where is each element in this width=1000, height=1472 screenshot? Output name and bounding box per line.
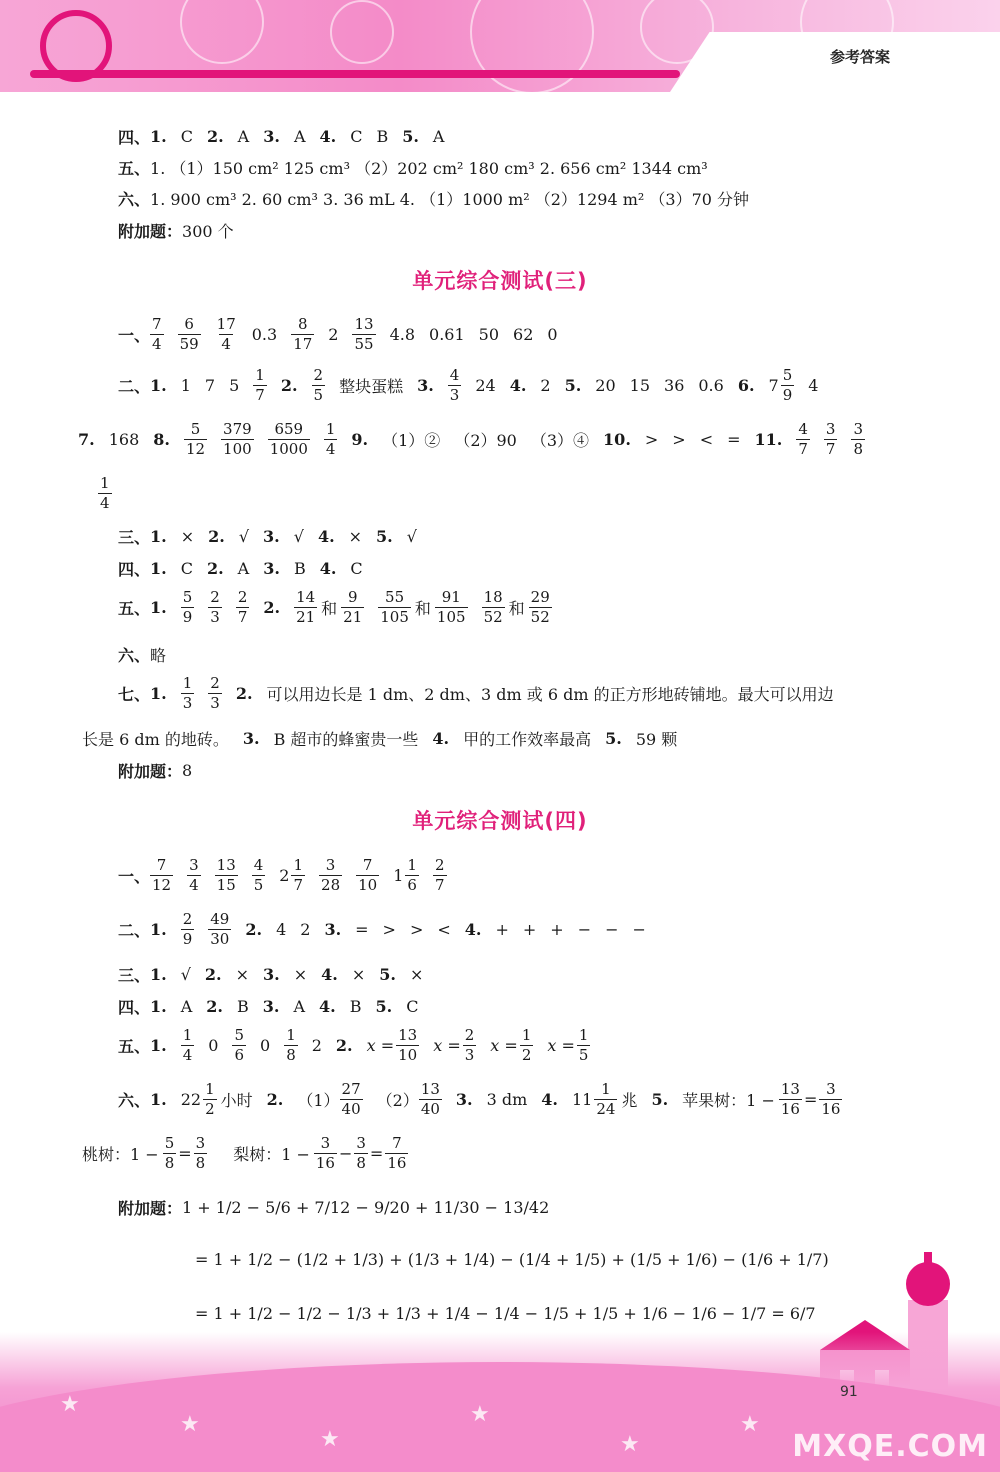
fraction: $\frac{17}{4}$ — [216, 315, 236, 353]
answer-item: 1 — [180, 376, 191, 395]
equation-text: 1 + 1/2 − 5/6 + 7/12 − 9/20 + 11/30 − 13/42 — [182, 1198, 550, 1217]
answer-text: 59 颗 — [635, 730, 678, 749]
answer-number: 3. — [263, 527, 280, 546]
answer-item: = — [727, 430, 741, 449]
answer-item: = — [803, 1090, 818, 1109]
answer-item: B — [293, 559, 306, 578]
answer-item: 和 — [508, 599, 525, 618]
fraction: $\frac{3}{16}$ — [315, 1134, 335, 1172]
star-icon: ★ — [620, 1432, 640, 1457]
answer-text: B 超市的蜂蜜贵一些 — [273, 730, 419, 749]
fraction: $\frac{2}{3}$ — [210, 674, 220, 712]
answer-number: 4. — [319, 559, 337, 578]
answer-item: 0 — [208, 1036, 219, 1055]
section-title: 单元综合测试(三) — [412, 269, 588, 293]
answer-item: − — [577, 920, 592, 939]
fraction: $\frac{3}{8}$ — [195, 1134, 206, 1172]
answer-item: A — [293, 127, 306, 146]
answer-item: − — [605, 920, 619, 939]
answer-item: x = — [366, 1036, 395, 1055]
answer-item: （2）90 — [454, 431, 517, 450]
answer-number: 4. — [541, 1090, 558, 1109]
s4-extra-line1 — [118, 1196, 563, 1219]
answer-number: 1. — [150, 920, 167, 939]
star-icon: ★ — [60, 1392, 80, 1417]
s4-q5 — [118, 1028, 604, 1063]
answer-item: 0.61 — [429, 325, 465, 344]
answer-number: 9. — [351, 430, 369, 449]
s3-q4 — [118, 557, 377, 580]
answer-item: B — [236, 997, 249, 1016]
answer-text: 300 个 — [182, 222, 234, 241]
answer-item: √ — [180, 965, 191, 984]
answer-item: 3 dm — [486, 1090, 528, 1109]
answer-item: 4. — [319, 127, 337, 146]
fraction: $\frac{7}{4}$ — [152, 315, 162, 353]
equation-text: = 1 + 1/2 − 1/2 − 1/3 + 1/3 + 1/4 − 1/4 − 1/5 + 1/5 + 1/6 − 1/6 − 1/7 = 6/7 — [195, 1304, 816, 1323]
header-title: 参考答案 — [829, 48, 890, 66]
answer-text: 1. （1）150 cm² 125 cm³ （2）202 cm² 180 cm³ 2. 656 cm² 1344 cm³ — [150, 159, 708, 178]
answer-item: 24 — [475, 376, 496, 395]
fraction: $\frac{2}{7}$ — [237, 588, 248, 626]
answer-number: 3. — [417, 376, 434, 395]
question-label: 附加题： — [118, 762, 183, 781]
answer-number: 3. — [455, 1090, 473, 1109]
answer-item: 36 — [664, 376, 685, 395]
answer-item: √ — [293, 527, 304, 546]
answer-text: 可以用边长是 1 dm、2 dm、3 dm 或 6 dm 的正方形地砖铺地。最大可以用边 — [266, 685, 834, 704]
answer-item: = — [355, 920, 369, 939]
fraction: $\frac{3}{28}$ — [321, 856, 341, 894]
answer-item: 和 — [414, 599, 431, 618]
fraction: $\frac{29}{52}$ — [530, 588, 550, 626]
question-label: 五、 — [118, 599, 151, 618]
answer-item: 整块蛋糕 — [339, 377, 404, 396]
answer-item: √ — [406, 527, 417, 546]
mixed-number: 11 $\frac{1}{24}$ — [572, 1080, 616, 1118]
answer-number: 2. — [245, 920, 263, 939]
answer-number: 10. — [603, 430, 631, 449]
page-number: 91 — [840, 1384, 858, 1400]
answer-item: A — [180, 997, 193, 1016]
answer-item: C — [180, 559, 193, 578]
answer-number: 3. — [263, 559, 280, 578]
answer-item: 0.6 — [698, 376, 724, 395]
fraction: $\frac{14}{21}$ — [296, 588, 316, 626]
answer-item: × — [293, 965, 308, 984]
fraction: $\frac{1}{4}$ — [325, 420, 336, 458]
answer-number: 1. — [150, 1090, 167, 1109]
answer-item: 4.8 — [389, 325, 416, 344]
fraction: $\frac{13}{15}$ — [216, 856, 236, 894]
decor-bubble — [330, 0, 394, 64]
fraction: $\frac{5}{6}$ — [234, 1026, 244, 1064]
fraction: $\frac{6}{59}$ — [179, 315, 199, 353]
answer-number: 1. — [150, 598, 167, 617]
decor-bubble — [470, 0, 594, 92]
fraction: $\frac{7}{12}$ — [152, 856, 172, 894]
question-label: 六、 — [118, 1091, 151, 1110]
page-header — [0, 0, 1000, 92]
s3-q1 — [118, 317, 572, 352]
answer-item: 兆 — [621, 1091, 638, 1110]
answer-item: B — [376, 127, 389, 146]
fraction: $\frac{2}{3}$ — [464, 1026, 475, 1064]
fraction: $\frac{1}{5}$ — [578, 1026, 589, 1064]
answer-number: 2. — [208, 527, 225, 546]
answer-item: 2 — [300, 920, 311, 939]
fraction: $\frac{1}{2}$ — [521, 1026, 532, 1064]
answer-item: 和 — [321, 599, 338, 618]
fraction: $\frac{2}{7}$ — [434, 856, 445, 894]
s4-q1 — [118, 858, 461, 893]
answer-item: − — [632, 920, 646, 939]
answer-number: 3. — [263, 965, 280, 984]
s3-q5 — [118, 590, 566, 625]
fraction: $\frac{4}{5}$ — [253, 856, 264, 894]
answer-item: 4 — [808, 376, 819, 395]
answer-item: 7 — [204, 376, 216, 395]
question-label: 二、 — [118, 377, 151, 396]
answer-item: 4 — [276, 920, 287, 939]
answer-item: × — [180, 527, 195, 546]
answer-item: x = — [490, 1036, 518, 1055]
answer-number: 5. — [379, 965, 396, 984]
answer-item: 50 — [478, 325, 500, 344]
answer-number: 5. — [564, 376, 582, 395]
answer-number: 1. — [150, 1036, 167, 1055]
fraction: $\frac{18}{52}$ — [483, 588, 503, 626]
fraction: $\frac{5}{9}$ — [182, 588, 193, 626]
answer-number: 4. — [509, 376, 527, 395]
fraction: $\frac{379}{100}$ — [223, 420, 252, 458]
answer-item: × — [348, 527, 363, 546]
answer-number: 2. — [266, 1090, 284, 1109]
answer-item: C — [350, 559, 363, 578]
answer-item: C — [350, 127, 363, 146]
section-title: 单元综合测试(四) — [412, 809, 588, 833]
fraction: $\frac{8}{17}$ — [293, 315, 313, 353]
question-label: 三、 — [118, 966, 151, 985]
mixed-number: 1 $\frac{1}{6}$ — [393, 856, 417, 894]
answer-item: − — [338, 1144, 353, 1163]
answer-item: A — [293, 997, 306, 1016]
answer-number: 1. — [150, 684, 167, 703]
fraction: $\frac{2}{9}$ — [182, 910, 193, 948]
page-footer — [0, 1332, 1000, 1472]
answer-item: 桃树：1 − — [82, 1145, 159, 1164]
answer-item: 15 — [629, 376, 651, 395]
fraction: $\frac{3}{16}$ — [821, 1080, 841, 1118]
question-label: 七、 — [118, 685, 151, 704]
answer-number: 5. — [651, 1090, 669, 1109]
answer-number: 2. — [335, 1036, 353, 1055]
fraction: $\frac{7}{16}$ — [387, 1134, 407, 1172]
question-label: 一、 — [118, 326, 151, 345]
question-label: 二、 — [118, 921, 151, 940]
answer-line-6 — [118, 187, 763, 210]
answer-item: 小时 — [220, 1091, 253, 1110]
fraction: $\frac{13}{55}$ — [354, 315, 374, 353]
watermark-text: MXQE.COM — [792, 1429, 988, 1464]
answer-item: 梨树：1 − — [233, 1145, 310, 1164]
fraction: $\frac{4}{7}$ — [798, 420, 808, 458]
s3-q6 — [118, 643, 180, 666]
question-label: 五、 — [118, 159, 151, 178]
star-icon: ★ — [470, 1402, 490, 1427]
fraction: $\frac{4}{3}$ — [449, 366, 460, 404]
answer-number: 2. — [280, 376, 298, 395]
question-label: 三、 — [118, 528, 151, 547]
mixed-number: 7 $\frac{5}{9}$ — [768, 366, 793, 404]
answer-number: 3. — [324, 920, 342, 939]
answer-number: 8. — [153, 430, 170, 449]
answer-item: = — [178, 1144, 192, 1163]
fraction: $\frac{13}{10}$ — [398, 1026, 418, 1064]
answer-item: × — [235, 965, 250, 984]
answer-number: 4. — [432, 729, 450, 748]
answer-number: 3. — [242, 729, 260, 748]
extra-question-line — [118, 219, 248, 242]
fraction: $\frac{3}{8}$ — [853, 420, 863, 458]
question-label: 五、 — [118, 1037, 151, 1056]
answer-item: 5 — [229, 376, 240, 395]
star-icon: ★ — [740, 1412, 760, 1437]
fraction: $\frac{2}{3}$ — [210, 588, 220, 626]
fraction: $\frac{1}{4}$ — [182, 1026, 193, 1064]
fraction: $\frac{13}{40}$ — [420, 1080, 440, 1118]
fraction: $\frac{3}{8}$ — [356, 1134, 366, 1172]
answer-item: 2. — [206, 127, 224, 146]
answer-number: 2. — [235, 684, 253, 703]
answer-line-5 — [118, 156, 722, 179]
answer-text: 略 — [150, 646, 167, 665]
fraction: $\frac{1}{4}$ — [100, 474, 110, 512]
answer-item: A — [237, 559, 250, 578]
question-label: 附加题： — [118, 1199, 183, 1218]
answer-item: 5. — [402, 127, 419, 146]
answer-number: 4. — [317, 527, 335, 546]
fraction: $\frac{659}{1000}$ — [269, 420, 308, 458]
answer-item: 苹果树：1 − — [682, 1091, 775, 1110]
answer-item: （1）② — [382, 431, 441, 450]
answer-text: 8 — [182, 761, 193, 780]
fraction: $\frac{91}{105}$ — [436, 588, 466, 626]
fraction: $\frac{7}{10}$ — [358, 856, 378, 894]
answer-text: 1. 900 cm³ 2. 60 cm³ 3. 36 mL 4. （1）1000 m² （2）1294 m² （3）70 分钟 — [150, 190, 750, 209]
fraction: $\frac{9}{21}$ — [343, 588, 363, 626]
answer-number: 1. — [150, 559, 167, 578]
answer-number: 4. — [464, 920, 482, 939]
answer-number: 4. — [321, 965, 338, 984]
s4-q6 — [118, 1082, 856, 1117]
answer-item: 0 — [547, 325, 558, 344]
fraction: $\frac{3}{7}$ — [825, 420, 836, 458]
answer-item: 2 — [540, 376, 551, 395]
fraction: $\frac{1}{8}$ — [286, 1026, 296, 1064]
answer-number: 5. — [376, 527, 393, 546]
mixed-number: 22 $\frac{1}{2}$ — [180, 1080, 215, 1118]
answer-text: 甲的工作效率最高 — [463, 730, 592, 749]
fraction: $\frac{27}{40}$ — [341, 1080, 361, 1118]
fraction: $\frac{2}{5}$ — [313, 366, 324, 404]
s4-q4 — [118, 995, 432, 1018]
fraction: $\frac{5}{12}$ — [185, 420, 206, 458]
answer-number: 6. — [737, 376, 755, 395]
answer-item: x = — [547, 1036, 575, 1055]
answer-number: 11. — [754, 430, 783, 449]
answer-item: （1） — [297, 1091, 340, 1110]
answer-item: C — [406, 997, 419, 1016]
header-bar-decor — [30, 70, 680, 78]
answer-number: 2. — [204, 965, 222, 984]
s3-q3 — [118, 525, 431, 548]
equation-text: = 1 + 1/2 − (1/2 + 1/3) + (1/3 + 1/4) − (1/4 + 1/5) + (1/5 + 1/6) − (1/6 + 1/7) — [195, 1250, 829, 1269]
answer-item: 0 — [260, 1036, 271, 1055]
fraction: $\frac{3}{4}$ — [189, 856, 199, 894]
s4-extra-line3 — [195, 1304, 830, 1323]
answer-item: < — [437, 920, 451, 939]
answer-number: 4. — [319, 997, 336, 1016]
answer-item: > — [672, 430, 686, 449]
answer-line-4 — [118, 125, 458, 148]
fraction: $\frac{5}{8}$ — [164, 1134, 175, 1172]
answer-number: 1. — [150, 965, 167, 984]
answer-item: + — [522, 920, 537, 939]
fraction: $\frac{13}{16}$ — [780, 1080, 800, 1118]
answer-item: A — [237, 127, 250, 146]
answer-item: A — [432, 127, 445, 146]
fraction: $\frac{55}{105}$ — [380, 588, 409, 626]
answer-item: 2 — [311, 1036, 322, 1055]
answer-item: （2） — [376, 1091, 419, 1110]
answer-number: 1. — [150, 527, 167, 546]
answer-number: 7. — [78, 430, 95, 449]
answer-number: 3. — [262, 997, 280, 1016]
fraction: $\frac{49}{30}$ — [210, 910, 230, 948]
answer-item: 3. — [263, 127, 280, 146]
answer-item: > — [382, 920, 396, 939]
s4-q2 — [118, 912, 660, 947]
answer-number: 1. — [150, 376, 167, 395]
s3-q7 — [118, 676, 834, 711]
answer-item: + — [550, 920, 564, 939]
question-label: 四、 — [118, 560, 151, 579]
question-label: 四、 — [118, 128, 151, 147]
s3-q2-cont — [78, 422, 879, 457]
fraction: $\frac{1}{7}$ — [255, 366, 265, 404]
answer-item: （3）④ — [530, 431, 590, 450]
s3-q2 — [118, 368, 832, 403]
s3-q7-cont — [82, 727, 691, 750]
answer-item: 20 — [595, 376, 616, 395]
question-label: 六、 — [118, 190, 151, 209]
star-icon: ★ — [320, 1427, 340, 1452]
answer-item: > — [644, 430, 659, 449]
s4-q6-cont — [82, 1136, 422, 1171]
answer-item: < — [699, 430, 714, 449]
question-label: 附加题： — [118, 222, 183, 241]
mixed-number: 2 $\frac{1}{7}$ — [279, 856, 304, 894]
answer-item: 62 — [513, 325, 534, 344]
answer-number: 1. — [150, 997, 167, 1016]
answer-item: B — [349, 997, 362, 1016]
answer-item: C — [180, 127, 193, 146]
answer-item: + — [495, 920, 509, 939]
answer-item: × — [351, 965, 366, 984]
answer-item: 168 — [108, 430, 140, 449]
question-label: 一、 — [118, 867, 151, 886]
answer-number: 5. — [375, 997, 393, 1016]
answer-number: 2. — [206, 997, 223, 1016]
decor-bubble — [180, 0, 264, 64]
answer-item: > — [409, 920, 424, 939]
answer-item: = — [369, 1144, 384, 1163]
answer-number: 5. — [605, 729, 622, 748]
answer-item: x = — [433, 1036, 461, 1055]
star-icon: ★ — [180, 1412, 200, 1437]
answer-number: 2. — [263, 598, 281, 617]
s4-q3 — [118, 963, 437, 986]
answer-item: 2 — [328, 325, 339, 344]
answer-number: 2. — [206, 559, 224, 578]
fraction: $\frac{1}{3}$ — [182, 674, 193, 712]
question-label: 六、 — [118, 646, 151, 665]
s3-q2-cont2 — [98, 476, 126, 511]
answer-text: 长是 6 dm 的地砖。 — [82, 730, 229, 749]
s3-extra — [118, 759, 206, 782]
answer-item: 1. — [150, 127, 167, 146]
question-label: 四、 — [118, 998, 151, 1017]
answer-item: 0.3 — [251, 325, 278, 344]
answer-item: √ — [238, 527, 250, 546]
s4-extra-line2 — [195, 1250, 843, 1269]
answer-item: × — [409, 965, 424, 984]
